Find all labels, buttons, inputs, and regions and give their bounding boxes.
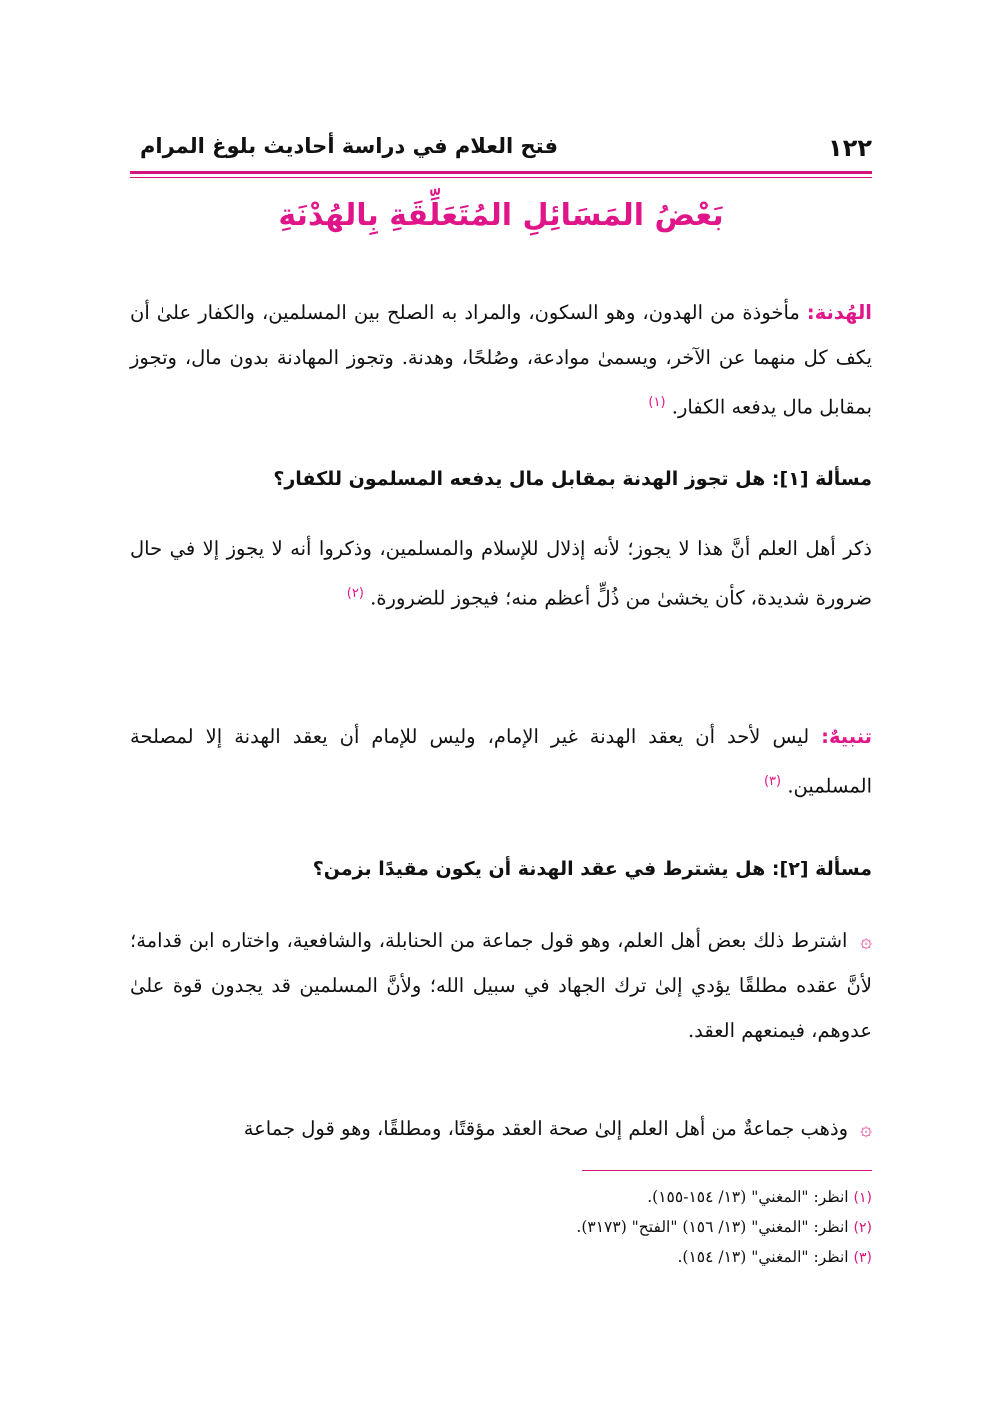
question-1-label: مسألة [١]: [771,468,872,490]
opinion-1-paragraph [130,918,872,1053]
page [130,118,872,1308]
footnote-ref-1[interactable]: (١) [648,395,666,410]
answer-1-paragraph [130,526,872,621]
flower-bullet-icon: ۞ [860,928,872,952]
footnote-number: (٢) [853,1220,872,1236]
answer-1-text: ذكر أهل العلم أنَّ هذا لا يجوز؛ لأنه إذلال للإسلام والمسلمين، وذكروا أنه لا يجوز إلا في حال ضرورة شديدة، كأن يخشىٰ من ذُلٍّ أعظم منه؛ فيجوز للضرورة. [130,537,872,610]
footnote-separator [582,1170,872,1171]
footnote-ref-2[interactable]: (٢) [346,586,364,601]
footnote-text: انظر: "المغني" (١٣/ ١٥٦) "الفتح" (٣١٧٣). [576,1218,849,1236]
footnote-ref-3[interactable]: (٣) [763,774,782,789]
question-2-label: مسألة [٢]: [771,858,872,880]
page-header [130,134,872,174]
book-title: فتح العلام في دراسة أحاديث بلوغ المرام [140,134,558,158]
footnote-text: انظر: "المغني" (١٣/ ١٥٤). [677,1248,849,1266]
header-rule-thick [130,171,872,174]
page-number: ١٢٢ [828,134,872,162]
question-2-text: هل يشترط في عقد الهدنة أن يكون مقيدًا بزمن؟ [312,858,766,880]
question-2 [130,858,872,880]
footnote-number: (٣) [853,1250,872,1266]
question-1 [130,468,872,490]
footnote-text: انظر: "المغني" (١٣/ ١٥٤-١٥٥). [647,1188,849,1206]
intro-paragraph [130,290,872,430]
footnote-number: (١) [853,1190,872,1206]
footnotes [130,1183,872,1273]
section-heading: بَعْضُ المَسَائِلِ المُتَعَلِّقَةِ بِالهُدْنَةِ [278,198,724,233]
intro-term: الهُدنة: [806,301,872,324]
note-term: تنبيهٌ: [821,725,872,748]
footnote-item [130,1183,872,1213]
opinion-2-text: وذهب جماعةٌ من أهل العلم إلىٰ صحة العقد مؤقتًا، ومطلقًا، وهو قول جماعة [243,1117,849,1140]
note-paragraph [130,714,872,809]
intro-text: مأخوذة من الهدون، وهو السكون، والمراد به الصلح بين المسلمين، والكفار علىٰ أن يكف كل منهما عن الآخر، ويسمىٰ موادعة، وصُلحًا، وهدنة. وتجوز المهادنة بدون مال، وتجوز بمقابل مال يدفعه الكفار. [130,301,872,419]
opinion-2-paragraph [130,1106,872,1151]
footnote-item [130,1243,872,1273]
header-rule-thin [130,177,872,178]
note-text: ليس لأحد أن يعقد الهدنة غير الإمام، وليس للإمام أن يعقد الهدنة إلا لمصلحة المسلمين. [130,725,872,798]
question-1-text: هل تجوز الهدنة بمقابل مال يدفعه المسلمون للكفار؟ [273,468,766,490]
footnote-item [130,1213,872,1243]
flower-bullet-icon: ۞ [860,1116,872,1140]
opinion-1-text: اشترط ذلك بعض أهل العلم، وهو قول جماعة من الحنابلة، والشافعية، واختاره ابن قدامة؛ لأنَّ عقده مطلقًا يؤدي إلىٰ ترك الجهاد في سبيل الله؛ ولأنَّ المسلمين قد يجدون قوة علىٰ عدوهم، فيمنعهم العقد. [130,929,872,1042]
